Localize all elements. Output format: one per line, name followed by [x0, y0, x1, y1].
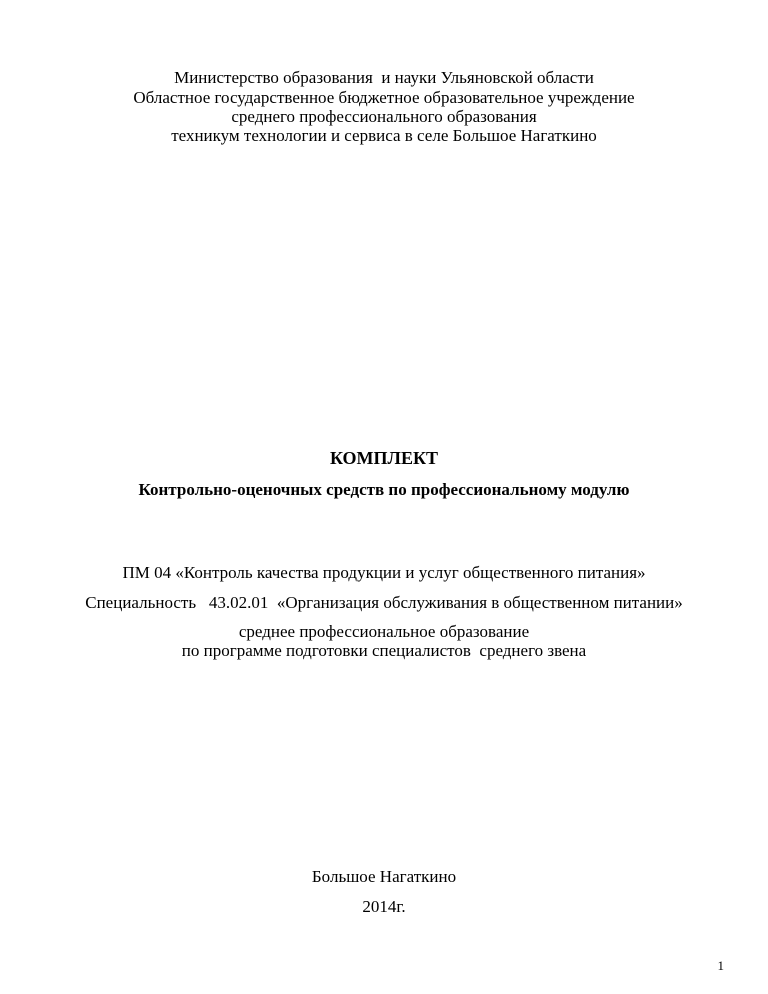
document-title: КОМПЛЕКТ: [329, 448, 439, 468]
year-line: 2014г.: [362, 897, 406, 916]
specialty-line: Специальность 43.02.01 «Организация обслуживания в общественном питании»: [85, 593, 683, 612]
institution-line-3: техникум технологии и сервиса в селе Большое Нагаткино: [171, 126, 597, 145]
education-level-line: среднее профессиональное образование: [238, 622, 530, 641]
ministry-line: Министерство образования и науки Ульяновской области: [174, 68, 594, 87]
city-line: Большое Нагаткино: [311, 867, 457, 886]
module-line: ПМ 04 «Контроль качества продукции и услуг общественного питания»: [122, 563, 646, 582]
document-subtitle: Контрольно-оценочных средств по профессиональному модулю: [138, 480, 630, 499]
institution-line-2: среднего профессионального образования: [231, 107, 537, 126]
page-number: 1: [717, 958, 724, 973]
program-line: по программе подготовки специалистов среднего звена: [181, 641, 587, 660]
institution-line-1: Областное государственное бюджетное образовательное учреждение: [133, 88, 635, 107]
